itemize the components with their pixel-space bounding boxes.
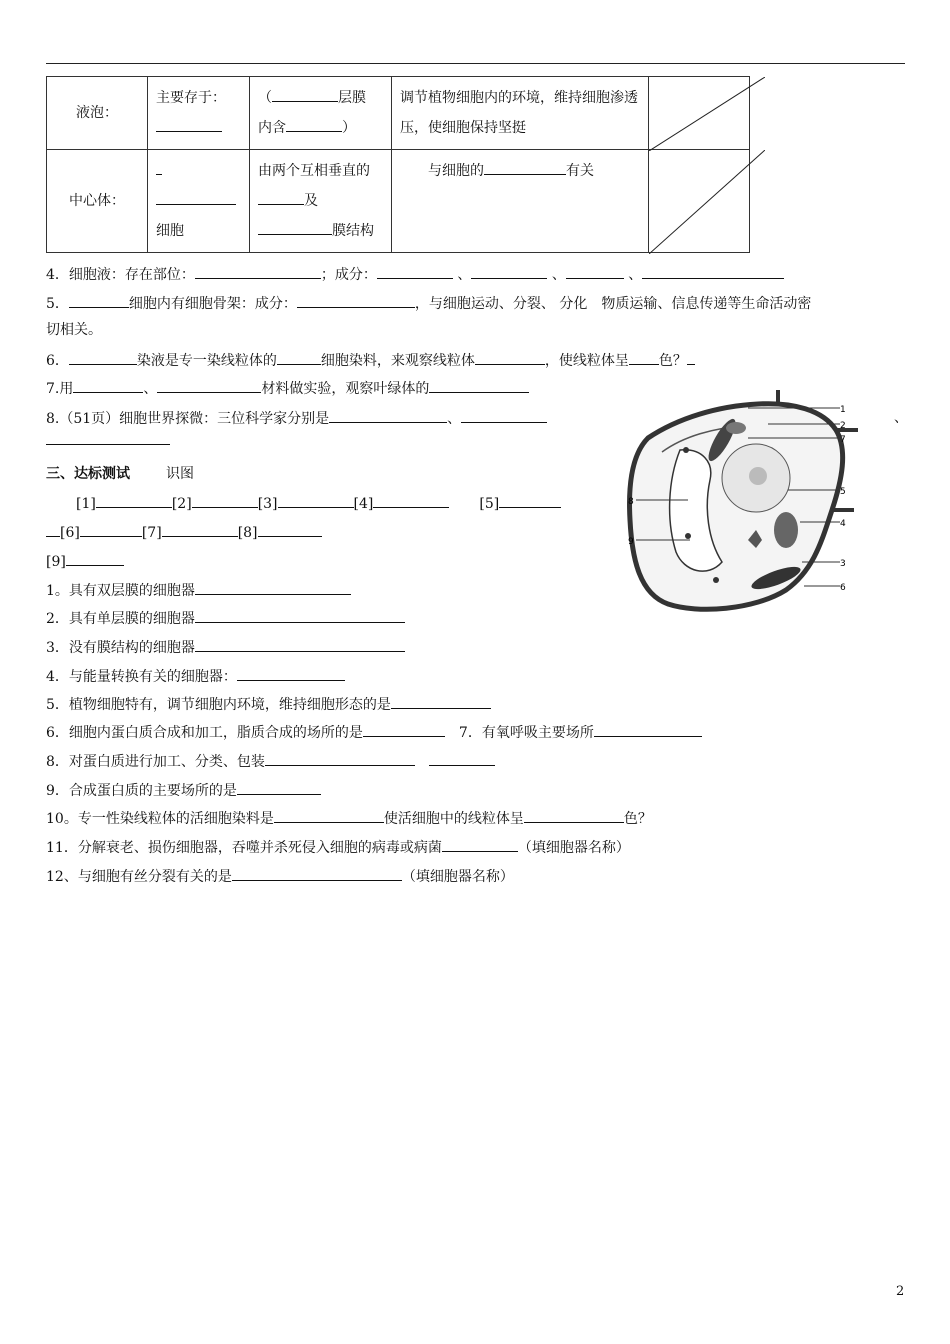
blank[interactable] (69, 293, 129, 308)
diagram-label: 1 (840, 405, 846, 415)
blank[interactable] (265, 751, 415, 766)
blank[interactable] (195, 608, 405, 623)
blank[interactable] (297, 293, 415, 308)
page-number: 2 (896, 1284, 905, 1299)
blank[interactable] (629, 350, 659, 365)
blank[interactable] (461, 408, 547, 423)
q-9: 9．合成蛋白质的主要场所的是 (46, 780, 321, 801)
cell-structure: （ 层膜 内含 ） (250, 77, 392, 150)
blank[interactable] (642, 264, 784, 279)
blank[interactable] (237, 666, 345, 681)
organelle-table (46, 76, 750, 253)
blank[interactable] (195, 264, 321, 279)
q-2: 2．具有单层膜的细胞器 (46, 608, 405, 629)
blank[interactable] (277, 350, 321, 365)
q-12: 12、与细胞有丝分裂有关的是 （填细胞器名称） (46, 866, 514, 887)
blank[interactable] (274, 808, 384, 823)
blank[interactable] (46, 522, 60, 537)
question-8: 8.（51页）细胞世界探微：三位科学家分别是 、 (46, 408, 547, 429)
question-8-sep: 、 (894, 410, 908, 426)
blank[interactable] (69, 350, 137, 365)
fig-labels-row2: [6] [7] [8] (46, 522, 322, 543)
blank[interactable] (594, 722, 702, 737)
cell-location: 细胞 (148, 150, 250, 253)
diagram-label: 7 (840, 435, 846, 445)
blank[interactable] (162, 522, 238, 537)
blank[interactable] (195, 580, 351, 595)
blank[interactable] (442, 837, 518, 852)
diagram-label: 6 (840, 583, 846, 593)
section-3-heading: 三、达标测试 识图 (46, 466, 194, 482)
blank[interactable] (471, 264, 547, 279)
blank[interactable] (232, 866, 402, 881)
blank[interactable] (272, 87, 338, 102)
question-8-cont (46, 430, 170, 451)
cell-function: 调节植物细胞内的环境，维持细胞渗透压，使细胞保持坚挺 (392, 77, 649, 150)
plant-cell-diagram (618, 390, 914, 622)
fig-labels-row3: [9] (46, 551, 124, 572)
cell-location: 主要存于： (148, 77, 250, 150)
cell-name: 中心体： (47, 150, 148, 253)
blank[interactable] (156, 190, 236, 205)
blank[interactable] (377, 264, 453, 279)
blank[interactable] (363, 722, 445, 737)
blank[interactable] (286, 117, 342, 132)
blank[interactable] (373, 493, 449, 508)
fig-labels-row1: [1] [2] [3] [4] [5] (76, 493, 561, 514)
question-5: 5． 细胞内有细胞骨架：成分： ，与细胞运动、分裂、 分化 物质运输、信息传递等生命活动密 (46, 293, 811, 314)
cell-empty (649, 150, 750, 253)
q-1: 1。具有双层膜的细胞器 (46, 580, 351, 601)
blank[interactable] (391, 694, 491, 709)
diagram-label: 3 (840, 559, 846, 569)
blank[interactable] (429, 378, 529, 393)
table-row-vacuole (47, 77, 750, 150)
cell-name: 液泡： (47, 77, 148, 150)
q-8: 8．对蛋白质进行加工、分类、包装 (46, 751, 495, 772)
diagram-label: 5 (840, 487, 846, 497)
blank[interactable] (484, 160, 566, 175)
diagram-label: 9 (628, 537, 634, 547)
q-4: 4．与能量转换有关的细胞器： (46, 666, 345, 687)
q-6-7: 6．细胞内蛋白质合成和加工，脂质合成的场所的是 7．有氧呼吸主要场所 (46, 722, 702, 743)
q-5: 5．植物细胞特有，调节细胞内环境，维持细胞形态的是 (46, 694, 491, 715)
cell-structure: 由两个互相垂直的及 膜结构 (250, 150, 392, 253)
blank[interactable] (475, 350, 545, 365)
blank[interactable] (258, 220, 332, 235)
blank[interactable] (237, 780, 321, 795)
cell-empty (649, 77, 750, 150)
table-row-centrosome (47, 150, 750, 253)
q-11: 11．分解衰老、损伤细胞器，吞噬并杀死侵入细胞的病毒或病菌 （填细胞器名称） (46, 837, 630, 858)
blank[interactable] (329, 408, 447, 423)
diagonal-slash (649, 77, 765, 151)
diagram-label: 2 (840, 421, 846, 431)
blank[interactable] (73, 378, 143, 393)
question-6: 6． 染液是专一染线粒体的 细胞染料，来观察线粒体 ，使线粒体呈 色？ (46, 350, 695, 371)
question-4: 4．细胞液：存在部位： ；成分： 、 、 、 (46, 264, 784, 285)
blank[interactable] (258, 190, 304, 205)
blank[interactable] (80, 522, 142, 537)
blank[interactable] (156, 117, 222, 132)
blank[interactable] (46, 430, 170, 445)
q-10: 10。专一性染线粒体的活细胞染料是 使活细胞中的线粒体呈 色？ (46, 808, 652, 829)
blank[interactable] (157, 378, 261, 393)
cell-function: 与细胞的 有关 (392, 150, 649, 253)
blank[interactable] (524, 808, 624, 823)
blank[interactable] (195, 637, 405, 652)
blank[interactable] (96, 493, 172, 508)
question-5-cont: 切相关。 (46, 322, 102, 338)
blank[interactable] (192, 493, 258, 508)
blank[interactable] (258, 522, 322, 537)
diagram-label: 4 (840, 519, 846, 529)
blank[interactable] (66, 551, 124, 566)
header-rule (46, 63, 905, 64)
blank[interactable] (156, 160, 162, 175)
question-7: 7.用 、 材料做实验，观察叶绿体的 (46, 378, 529, 399)
blank[interactable] (499, 493, 561, 508)
blank[interactable] (278, 493, 354, 508)
diagram-label: 8 (628, 497, 634, 507)
diagonal-slash (649, 150, 765, 254)
q-3: 3．没有膜结构的细胞器 (46, 637, 405, 658)
blank[interactable] (429, 751, 495, 766)
blank[interactable] (687, 350, 695, 365)
blank[interactable] (566, 264, 624, 279)
